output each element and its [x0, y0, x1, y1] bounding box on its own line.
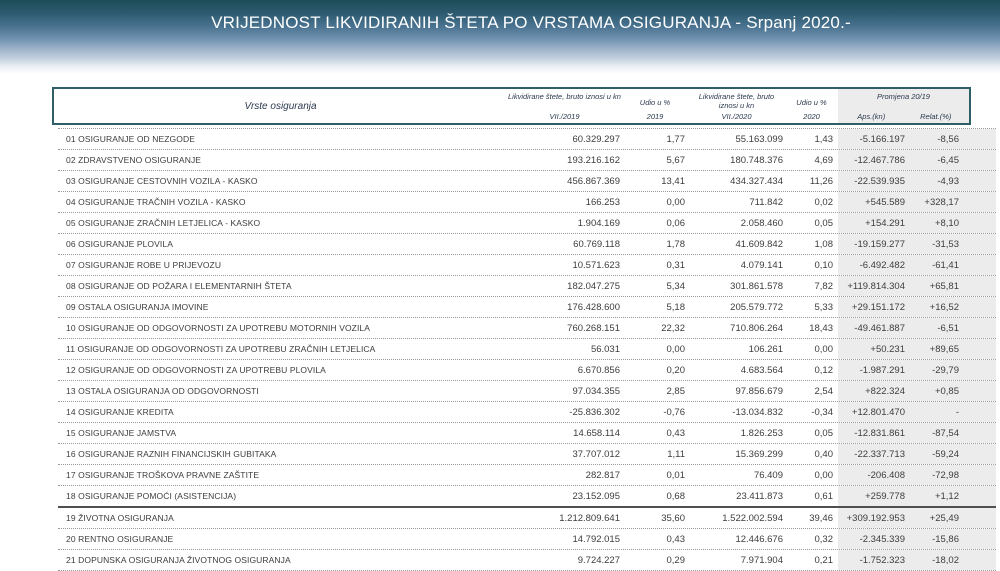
row-name-cell: 02 ZDRAVSTVENO OSIGURANJE: [66, 155, 202, 165]
share-2019-cell: 0,00: [666, 343, 685, 355]
amount-2019-cell: 182.047.275: [567, 280, 620, 292]
table-row: [58, 192, 996, 213]
share-2020-cell: 0,05: [814, 217, 833, 229]
share-2019-cell: 5,18: [666, 301, 685, 313]
change-abs-cell: -12.831.861: [838, 423, 907, 443]
column-header-share-2020: [785, 89, 838, 123]
row-name-cell: 20 RENTNO OSIGURANJE: [66, 534, 174, 544]
table-row: [58, 255, 996, 276]
row-name-cell: 03 OSIGURANJE CESTOVNIH VOZILA - KASKO: [66, 176, 258, 186]
amount-2019-cell: 60.769.118: [573, 238, 620, 250]
row-name-cell: 10 OSIGURANJE OD ODGOVORNOSTI ZA UPOTREBU MOTORNIH VOZILA: [66, 323, 371, 333]
share-2020-cell: 2,54: [814, 385, 833, 397]
table-row: [58, 213, 996, 234]
table-row: [58, 360, 996, 381]
share-2019-cell: 0,68: [666, 490, 685, 502]
column-header-amount-2019-label: Likvidirane štete, bruto iznosi u kn: [508, 92, 621, 101]
amount-2020-cell: 180.748.376: [730, 154, 783, 166]
share-2019-cell: 0,43: [666, 533, 685, 545]
change-abs-cell: +119.814.304: [838, 276, 907, 296]
change-abs-cell: +822.324: [838, 381, 907, 401]
table-row: [58, 318, 996, 339]
share-2020-cell: 0,61: [814, 490, 833, 502]
column-header-share-2020-label: Udio u %: [796, 97, 827, 107]
row-name-cell: 01 OSIGURANJE OD NEZGODE: [66, 134, 195, 144]
change-abs-cell: +12.801.470: [838, 402, 907, 422]
share-2019-cell: 35,60: [661, 512, 685, 524]
table-row: [58, 171, 996, 192]
row-name-cell: 12 OSIGURANJE OD ODGOVORNOSTI ZA UPOTREBU PLOVILA: [66, 365, 326, 375]
share-2020-cell: 0,02: [814, 196, 833, 208]
change-rel-cell: -: [907, 402, 996, 422]
page-title: VRIJEDNOST LIKVIDIRANIH ŠTETA PO VRSTAMA OSIGURANJA - Srpanj 2020.-: [211, 13, 851, 32]
amount-2020-cell: 301.861.578: [730, 280, 783, 292]
change-abs-cell: -1.752.323: [838, 550, 907, 570]
column-header-change-rel: Relat.(%): [920, 112, 952, 121]
amount-2019-cell: 166.253: [585, 196, 620, 208]
row-name-cell: 19 ŽIVOTNA OSIGURANJA: [66, 513, 174, 523]
share-2019-cell: 0,29: [666, 554, 685, 566]
change-rel-cell: -4,93: [907, 171, 996, 191]
share-2020-cell: 11,26: [809, 175, 833, 187]
share-2019-cell: 0,20: [666, 364, 685, 376]
change-abs-cell: -49.461.887: [838, 318, 907, 338]
change-abs-cell: -19.159.277: [838, 234, 907, 254]
change-abs-cell: -22.337.713: [838, 444, 907, 464]
change-rel-cell: -6,51: [907, 318, 996, 338]
change-rel-cell: -59,24: [907, 444, 996, 464]
column-header-share-2019-year: 2019: [646, 112, 664, 121]
column-header-amount-2019-period: VII./2019: [549, 112, 580, 121]
table-row: [58, 444, 996, 465]
share-2019-cell: 22,32: [661, 322, 685, 334]
share-2020-cell: 0,00: [814, 343, 833, 355]
share-2020-cell: 1,08: [814, 238, 833, 250]
column-header-amount-2020-period: VII./2020: [721, 112, 752, 121]
change-rel-cell: +89,65: [907, 339, 996, 359]
change-abs-cell: -5.166.197: [838, 129, 907, 149]
share-2020-cell: 18,43: [809, 322, 833, 334]
change-abs-cell: -206.408: [838, 465, 907, 485]
change-rel-cell: -8,56: [907, 129, 996, 149]
table-row: [58, 402, 996, 423]
amount-2019-cell: 37.707.012: [572, 448, 620, 460]
table-row: [58, 550, 996, 571]
change-abs-cell: -12.467.786: [838, 150, 907, 170]
table-row: [58, 339, 996, 360]
share-2020-cell: 0,10: [814, 259, 833, 271]
row-name-cell: 18 OSIGURANJE POMOĆI (ASISTENCIJA): [66, 491, 237, 501]
amount-2020-cell: -13.034.832: [732, 406, 783, 418]
change-rel-cell: +16,52: [907, 297, 996, 317]
amount-2020-cell: 4.683.564: [740, 364, 783, 376]
amount-2020-cell: 76.409: [753, 469, 783, 481]
row-name-cell: 14 OSIGURANJE KREDITA: [66, 407, 174, 417]
row-name-cell: 05 OSIGURANJE ZRAČNIH LETJELICA - KASKO: [66, 218, 261, 228]
table-row: [58, 381, 996, 402]
amount-2019-cell: 97.034.355: [572, 385, 620, 397]
share-2020-cell: 7,82: [814, 280, 833, 292]
share-2020-cell: 4,69: [814, 154, 833, 166]
change-abs-cell: +545.589: [838, 192, 907, 212]
column-header-types-label: Vrste osiguranja: [244, 100, 317, 112]
amount-2019-cell: 60.329.297: [572, 133, 620, 145]
change-abs-cell: -1.987.291: [838, 360, 907, 380]
column-header-share-2019-label: Udio u %: [639, 97, 671, 107]
column-header-amount-2020: [688, 89, 785, 123]
share-2019-cell: 1,77: [666, 133, 685, 145]
amount-2020-cell: 434.327.434: [730, 175, 783, 187]
amount-2019-cell: 6.670.856: [577, 364, 620, 376]
column-header-amount-2019: [507, 89, 622, 123]
share-2019-cell: 1,78: [666, 238, 685, 250]
change-rel-cell: +328,17: [907, 192, 996, 212]
share-2020-cell: -0,34: [811, 406, 833, 418]
amount-2019-cell: 14.792.015: [572, 533, 620, 545]
amount-2019-cell: -25.836.302: [569, 406, 620, 418]
change-abs-cell: +29.151.172: [838, 297, 907, 317]
share-2020-cell: 0,21: [814, 554, 833, 566]
amount-2020-cell: 7.971.904: [740, 554, 783, 566]
title-banner: [0, 0, 1000, 74]
change-rel-cell: +8,10: [907, 213, 996, 233]
share-2019-cell: 0,00: [666, 196, 685, 208]
row-name-cell: 21 DOPUNSKA OSIGURANJA ŽIVOTNOG OSIGURANJA: [66, 555, 291, 565]
amount-2019-cell: 456.867.369: [567, 175, 620, 187]
change-rel-cell: -29,79: [907, 360, 996, 380]
amount-2019-cell: 10.571.623: [572, 259, 620, 271]
amount-2020-cell: 1.522.002.594: [722, 512, 783, 524]
change-abs-cell: -22.539.935: [838, 171, 907, 191]
claims-table: [52, 87, 971, 571]
share-2020-cell: 1,43: [814, 133, 833, 145]
share-2019-cell: 13,41: [661, 175, 685, 187]
column-header-share-2019: [622, 89, 688, 123]
share-2019-cell: 1,11: [667, 448, 685, 460]
row-name-cell: 08 OSIGURANJE OD POŽARA I ELEMENTARNIH ŠTETA: [66, 281, 292, 291]
row-name-cell: 07 OSIGURANJE ROBE U PRIJEVOZU: [66, 260, 222, 270]
table-row: [58, 234, 996, 255]
column-header-change-subrow: [839, 112, 968, 121]
amount-2020-cell: 4.079.141: [740, 259, 783, 271]
share-2019-cell: 0,01: [666, 469, 685, 481]
amount-2020-cell: 12.446.676: [735, 533, 783, 545]
amount-2020-cell: 205.579.772: [730, 301, 783, 313]
change-rel-cell: -61,41: [907, 255, 996, 275]
row-name-cell: 15 OSIGURANJE JAMSTVA: [66, 428, 177, 438]
amount-2019-cell: 282.817: [585, 469, 620, 481]
amount-2019-cell: 1.904.169: [577, 217, 620, 229]
change-rel-cell: -87,54: [907, 423, 996, 443]
share-2019-cell: -0,76: [663, 406, 685, 418]
row-name-cell: 04 OSIGURANJE TRAČNIH VOZILA - KASKO: [66, 197, 246, 207]
amount-2019-cell: 14.658.114: [573, 427, 620, 439]
change-abs-cell: +259.778: [838, 486, 907, 506]
share-2020-cell: 0,00: [814, 469, 833, 481]
amount-2020-cell: 55.163.099: [735, 133, 783, 145]
change-abs-cell: -2.345.339: [838, 529, 907, 549]
amount-2019-cell: 1.212.809.641: [559, 512, 620, 524]
share-2019-cell: 5,67: [666, 154, 685, 166]
amount-2020-cell: 2.058.460: [740, 217, 783, 229]
table-row: [58, 508, 996, 529]
amount-2020-cell: 23.411.873: [736, 490, 783, 502]
table-row: [58, 486, 996, 508]
change-rel-cell: -31,53: [907, 234, 996, 254]
table-body: [58, 128, 996, 571]
share-2019-cell: 0,06: [666, 217, 685, 229]
share-2019-cell: 0,31: [666, 259, 685, 271]
change-rel-cell: +0,85: [907, 381, 996, 401]
table-row: [58, 129, 996, 150]
share-2020-cell: 5,33: [814, 301, 833, 313]
table-header: [52, 87, 971, 125]
amount-2019-cell: 193.216.162: [567, 154, 620, 166]
amount-2020-cell: 41.609.842: [735, 238, 783, 250]
share-2020-cell: 39,46: [809, 512, 833, 524]
amount-2019-cell: 176.428.600: [567, 301, 620, 313]
change-rel-cell: -72,98: [907, 465, 996, 485]
table-row: [58, 423, 996, 444]
share-2019-cell: 0,43: [666, 427, 685, 439]
share-2019-cell: 2,85: [666, 385, 685, 397]
amount-2019-cell: 23.152.095: [572, 490, 620, 502]
amount-2019-cell: 760.268.151: [567, 322, 620, 334]
change-abs-cell: -6.492.482: [838, 255, 907, 275]
change-rel-cell: +1,12: [907, 486, 996, 506]
amount-2019-cell: 56.031: [590, 343, 620, 355]
amount-2020-cell: 106.261: [748, 343, 783, 355]
amount-2019-cell: 9.724.227: [577, 554, 620, 566]
change-rel-cell: +25,49: [907, 508, 996, 528]
row-name-cell: 06 OSIGURANJE PLOVILA: [66, 239, 173, 249]
change-rel-cell: -6,45: [907, 150, 996, 170]
column-header-change-label: Promjena 20/19: [877, 92, 930, 101]
share-2020-cell: 0,32: [814, 533, 833, 545]
amount-2020-cell: 1.826.253: [740, 427, 783, 439]
table-row: [58, 465, 996, 486]
change-abs-cell: +309.192.953: [838, 508, 907, 528]
share-2019-cell: 5,34: [666, 280, 685, 292]
change-rel-cell: -15,86: [907, 529, 996, 549]
table-row: [58, 297, 996, 318]
share-2020-cell: 0,40: [814, 448, 833, 460]
column-header-share-2020-year: 2020: [803, 112, 820, 121]
amount-2020-cell: 711.842: [749, 196, 783, 208]
column-header-amount-2020-label: Likvidirane štete, bruto iznosi u kn: [698, 92, 775, 110]
share-2020-cell: 0,05: [814, 427, 833, 439]
amount-2020-cell: 97.856.679: [735, 385, 783, 397]
row-name-cell: 16 OSIGURANJE RAZNIH FINANCIJSKIH GUBITAKA: [66, 449, 277, 459]
table-row: [58, 150, 996, 171]
change-rel-cell: -18,02: [907, 550, 996, 570]
row-name-cell: 17 OSIGURANJE TROŠKOVA PRAVNE ZAŠTITE: [66, 470, 260, 480]
amount-2020-cell: 15.369.299: [735, 448, 783, 460]
change-abs-cell: +154.291: [838, 213, 907, 233]
amount-2020-cell: 710.806.264: [730, 322, 783, 334]
row-name-cell: 11 OSIGURANJE OD ODGOVORNOSTI ZA UPOTREBU ZRAČNIH LETJELICA: [66, 344, 376, 354]
column-header-types: [54, 89, 507, 123]
change-abs-cell: +50.231: [838, 339, 907, 359]
column-header-change-group: [838, 89, 969, 123]
row-name-cell: 13 OSTALA OSIGURANJA OD ODGOVORNOSTI: [66, 386, 259, 396]
column-header-change-abs: Aps.(kn): [857, 112, 886, 121]
table-row: [58, 276, 996, 297]
share-2020-cell: 0,12: [814, 364, 833, 376]
change-rel-cell: +65,81: [907, 276, 996, 296]
row-name-cell: 09 OSTALA OSIGURANJA IMOVINE: [66, 302, 209, 312]
table-row: [58, 529, 996, 550]
